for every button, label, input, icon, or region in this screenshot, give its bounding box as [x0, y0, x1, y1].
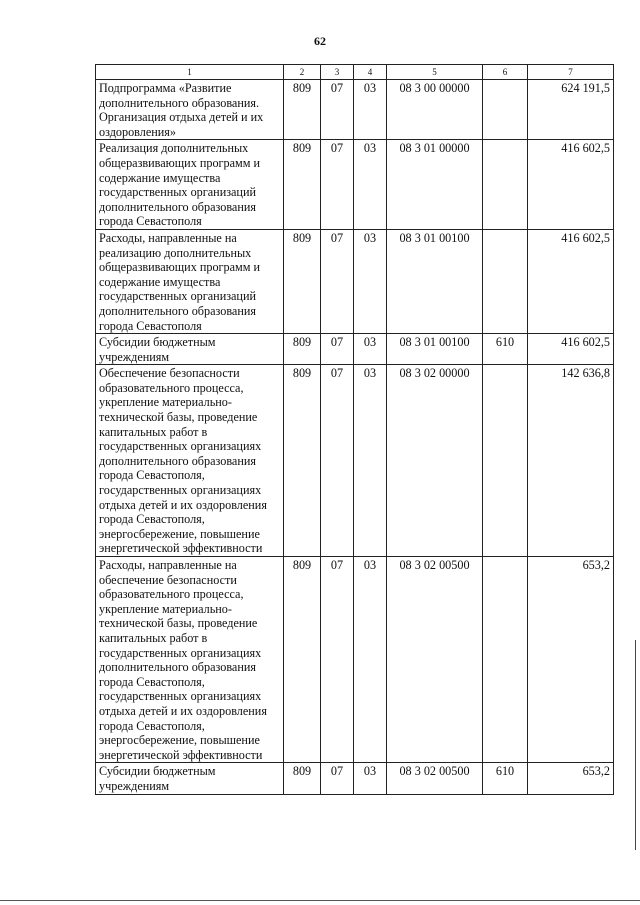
- subsection-code: 03: [354, 557, 387, 763]
- section-code: 07: [321, 140, 354, 230]
- expense-type-code: [483, 80, 528, 140]
- expense-type-code: 610: [483, 763, 528, 794]
- table-header-row: [96, 65, 614, 80]
- amount: 653,2: [528, 763, 614, 794]
- row-name: Реализация дополнительных общеразвивающих программ и содержание имущества государственных организаций дополнительного образования города Севастополя: [96, 140, 284, 230]
- column-header: 4: [354, 65, 387, 80]
- table-row: [96, 763, 614, 794]
- subsection-code: 03: [354, 334, 387, 365]
- ministry-code: 809: [284, 763, 321, 794]
- target-article-code: 08 3 01 00100: [387, 229, 483, 333]
- ministry-code: 809: [284, 334, 321, 365]
- row-name: Расходы, направленные на обеспечение безопасности образовательного процесса, укрепление материально-технической базы, проведение капитальных работ в государственных организациях дополнительного образования города Севастополя, государственных организациях отдыха детей и их оздоровления города Севастополя, энергосбережение, повышение энергетической эффективности: [96, 557, 284, 763]
- row-name: Подпрограмма «Развитие дополнительного образования. Организация отдыха детей и их оздоровления»: [96, 80, 284, 140]
- target-article-code: 08 3 01 00000: [387, 140, 483, 230]
- amount: 416 602,5: [528, 229, 614, 333]
- ministry-code: 809: [284, 140, 321, 230]
- table-row: [96, 334, 614, 365]
- amount: 142 636,8: [528, 365, 614, 557]
- target-article-code: 08 3 01 00100: [387, 334, 483, 365]
- section-code: 07: [321, 557, 354, 763]
- amount: 653,2: [528, 557, 614, 763]
- scan-bottom-line: [0, 900, 640, 901]
- row-name: Обеспечение безопасности образовательного процесса, укрепление материально-технической базы, проведение капитальных работ в государственных организациях дополнительного образования города Севастополя, государственных организациях отдыха детей и их оздоровления города Севастополя, энергосбережение, повышение энергетической эффективности: [96, 365, 284, 557]
- column-header: 7: [528, 65, 614, 80]
- amount: 624 191,5: [528, 80, 614, 140]
- column-header: 3: [321, 65, 354, 80]
- table-row: [96, 557, 614, 763]
- table-row: [96, 140, 614, 230]
- ministry-code: 809: [284, 557, 321, 763]
- expense-type-code: [483, 365, 528, 557]
- page-number: 62: [314, 34, 326, 48]
- section-code: 07: [321, 229, 354, 333]
- row-name: Расходы, направленные на реализацию дополнительных общеразвивающих программ и содержание имущества государственных организаций дополнительного образования города Севастополя: [96, 229, 284, 333]
- column-header: 1: [96, 65, 284, 80]
- ministry-code: 809: [284, 365, 321, 557]
- column-header: 6: [483, 65, 528, 80]
- subsection-code: 03: [354, 763, 387, 794]
- amount: 416 602,5: [528, 140, 614, 230]
- ministry-code: 809: [284, 80, 321, 140]
- table-row: [96, 365, 614, 557]
- section-code: 07: [321, 763, 354, 794]
- table-row: [96, 229, 614, 333]
- row-name: Субсидии бюджетным учреждениям: [96, 763, 284, 794]
- ministry-code: 809: [284, 229, 321, 333]
- expense-type-code: [483, 557, 528, 763]
- budget-table: [95, 64, 614, 795]
- expense-type-code: [483, 229, 528, 333]
- table-row: [96, 80, 614, 140]
- column-header: 2: [284, 65, 321, 80]
- scan-edge-line: [635, 640, 636, 850]
- target-article-code: 08 3 02 00500: [387, 557, 483, 763]
- subsection-code: 03: [354, 365, 387, 557]
- target-article-code: 08 3 02 00000: [387, 365, 483, 557]
- section-code: 07: [321, 365, 354, 557]
- subsection-code: 03: [354, 140, 387, 230]
- expense-type-code: [483, 140, 528, 230]
- expense-type-code: 610: [483, 334, 528, 365]
- target-article-code: 08 3 00 00000: [387, 80, 483, 140]
- subsection-code: 03: [354, 80, 387, 140]
- amount: 416 602,5: [528, 334, 614, 365]
- section-code: 07: [321, 80, 354, 140]
- subsection-code: 03: [354, 229, 387, 333]
- target-article-code: 08 3 02 00500: [387, 763, 483, 794]
- row-name: Субсидии бюджетным учреждениям: [96, 334, 284, 365]
- column-header: 5: [387, 65, 483, 80]
- section-code: 07: [321, 334, 354, 365]
